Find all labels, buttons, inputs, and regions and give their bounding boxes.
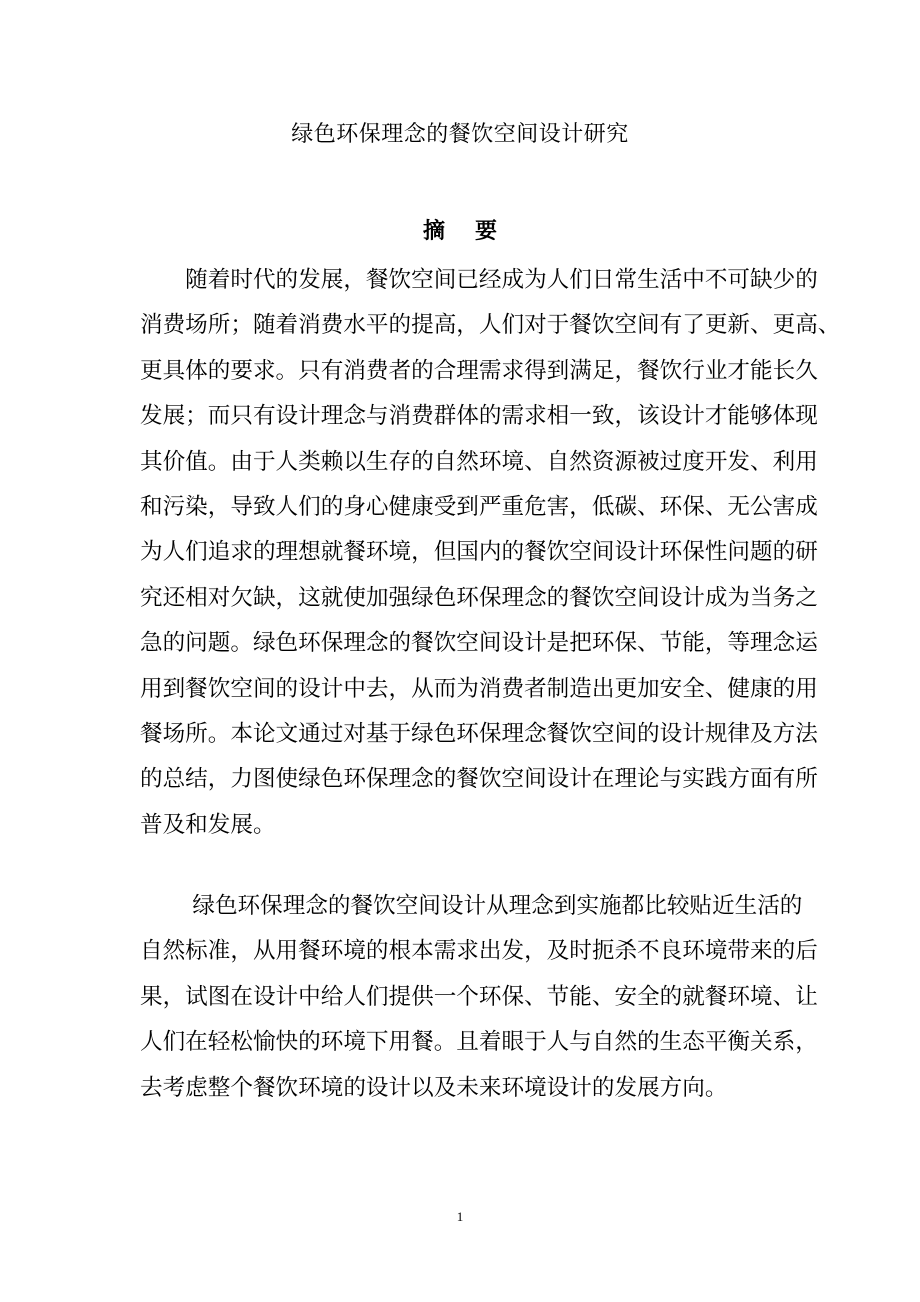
document-title: 绿色环保理念的餐饮空间设计研究 bbox=[291, 122, 629, 147]
paragraph-line: 人们在轻松愉快的环境下用餐。且着眼于人与自然的生态平衡关系， bbox=[140, 1029, 818, 1056]
paragraph-line: 究还相对欠缺，这就使加强绿色环保理念的餐饮空间设计成为当务之 bbox=[140, 584, 818, 611]
paragraph-line: 更具体的要求。只有消费者的合理需求得到满足，餐饮行业才能长久 bbox=[140, 357, 818, 384]
paragraph-line: 果，试图在设计中给人们提供一个环保、节能、安全的就餐环境、让 bbox=[140, 983, 818, 1010]
paragraph-line: 用到餐饮空间的设计中去，从而为消费者制造出更加安全、健康的用 bbox=[140, 675, 818, 702]
abstract-heading-char-2: 要 bbox=[475, 219, 498, 244]
paragraph-line: 和污染，导致人们的身心健康受到严重危害，低碳、环保、无公害成 bbox=[140, 493, 818, 520]
abstract-paragraph-2 bbox=[140, 884, 818, 1111]
page-number: 1 bbox=[456, 1209, 464, 1224]
paragraph-line: 其价值。由于人类赖以生存的自然环境、自然资源被过度开发、利用 bbox=[140, 448, 818, 475]
paragraph-line: 发展；而只有设计理念与消费群体的需求相一致，该设计才能够体现 bbox=[140, 403, 818, 430]
paragraph-line: 绿色环保理念的餐饮空间设计从理念到实施都比较贴近生活的 bbox=[140, 893, 803, 919]
paragraph-line: 餐场所。本论文通过对基于绿色环保理念餐饮空间的设计规律及方法 bbox=[140, 720, 818, 747]
paragraph-line: 消费场所；随着消费水平的提高，人们对于餐饮空间有了更新、更高、 bbox=[140, 312, 841, 339]
paragraph-line: 的总结，力图使绿色环保理念的餐饮空间设计在理论与实践方面有所 bbox=[140, 766, 818, 793]
abstract-heading bbox=[0, 214, 920, 250]
paragraph-line: 自然标准，从用餐环境的根本需求出发，及时扼杀不良环境带来的后 bbox=[140, 938, 818, 965]
paragraph-line: 为人们追求的理想就餐环境，但国内的餐饮空间设计环保性问题的研 bbox=[140, 539, 818, 566]
paragraph-line: 随着时代的发展，餐饮空间已经成为人们日常生活中不可缺少的 bbox=[140, 267, 818, 293]
paragraph-line: 普及和发展。 bbox=[140, 811, 276, 838]
paragraph-line: 急的问题。绿色环保理念的餐饮空间设计是把环保、节能，等理念运 bbox=[140, 630, 818, 657]
abstract-heading-char-1: 摘 bbox=[422, 219, 445, 244]
paragraph-line: 去考虑整个餐饮环境的设计以及未来环境设计的发展方向。 bbox=[140, 1074, 728, 1101]
abstract-paragraph-1 bbox=[140, 258, 841, 848]
